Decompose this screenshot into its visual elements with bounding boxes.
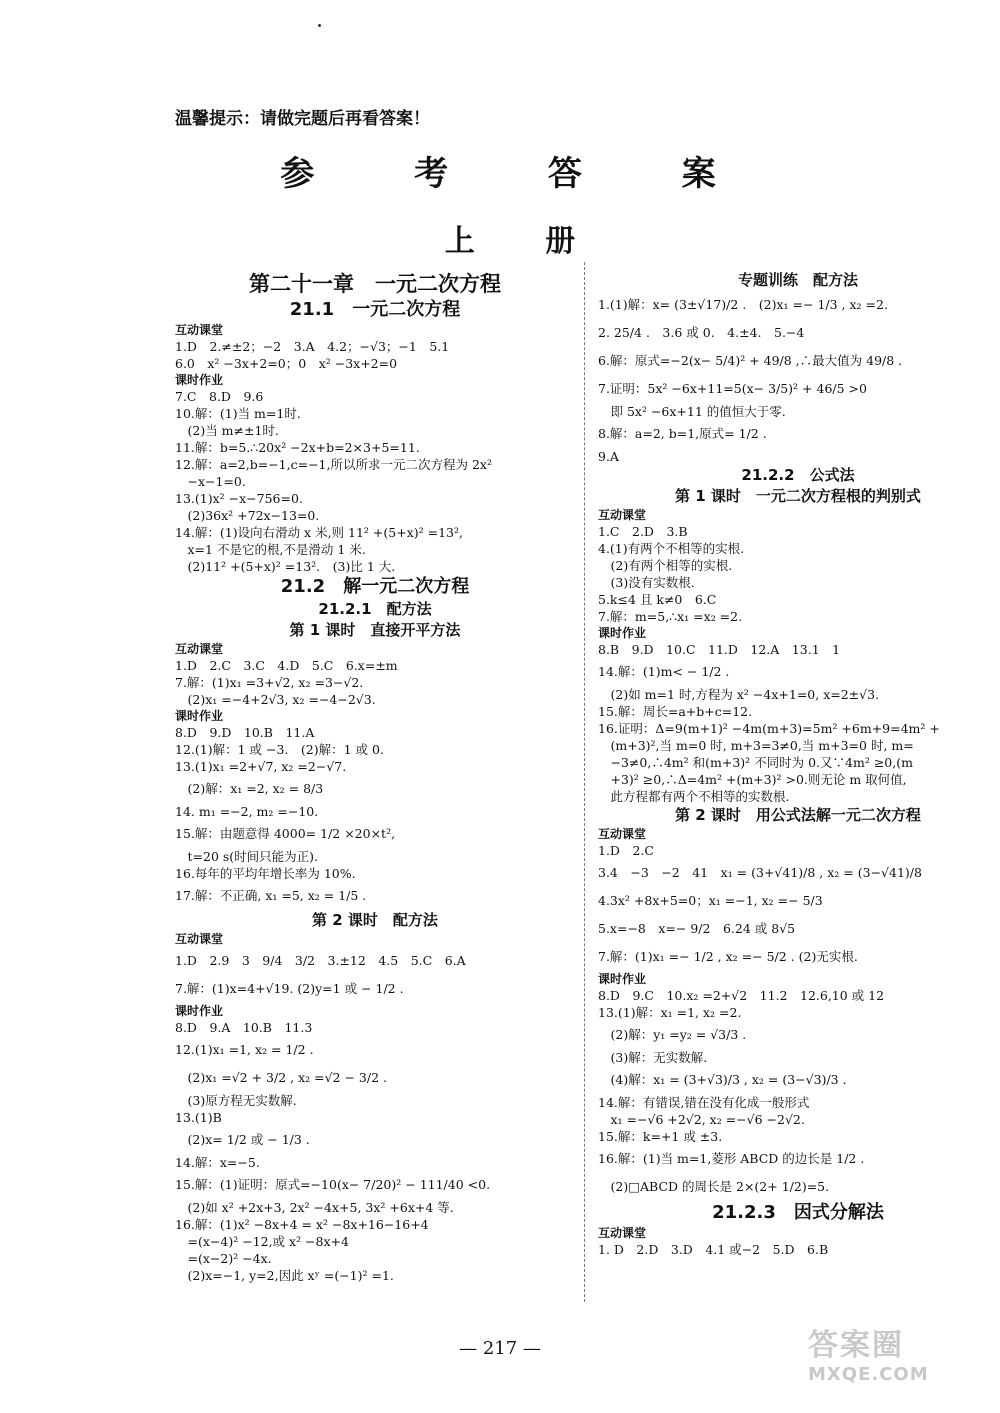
- watermark-text: 答案圈: [808, 1328, 904, 1363]
- left-column: [175, 270, 575, 1284]
- answer-line: (2)解：x₁ =2, x₂ = 8/3: [175, 781, 324, 796]
- answer-line: −x−1=0.: [175, 474, 246, 489]
- subsection-heading: 21.2.1 配方法: [318, 600, 432, 618]
- section-heading: 21.2.3 因式分解法: [712, 1202, 884, 1223]
- section-label: 互动课堂: [598, 1226, 647, 1240]
- section-label: 课时作业: [598, 972, 647, 986]
- answer-line: (2)11² +(5+x)² =13². (3)比 1 大.: [175, 559, 396, 574]
- answer-line: 1.D 2.≠±2；−2 3.A 4.2；−√3；−1 5.1: [175, 339, 450, 354]
- answer-line: 4.(1)有两个不相等的实根.: [598, 541, 745, 556]
- answer-line: (2)x₁ =√2 + 3/2 , x₂ =√2 − 3/2 .: [175, 1070, 387, 1085]
- answer-line: (2)有两个相等的实根.: [598, 558, 733, 573]
- answer-line: 即 5x² −6x+11 的值恒大于零.: [598, 404, 786, 419]
- answer-line: 3.4 −3 −2 41 x₁ = (3+√41)/8 , x₂ = (3−√41)/8: [598, 865, 922, 880]
- section-label: 互动课堂: [598, 508, 647, 522]
- section-label: 互动课堂: [175, 932, 224, 946]
- answer-line: 1.C 2.D 3.B: [598, 524, 688, 539]
- answer-line: t=20 s(时间只能为正).: [175, 849, 319, 864]
- section-label: 课时作业: [175, 373, 224, 387]
- answer-line: 11.解：b=5.∴20x² −2x+b=2×3+5=11.: [175, 440, 420, 455]
- section-label: 互动课堂: [598, 827, 647, 841]
- answer-line: 1.(1)解：x= (3±√17)/2 . (2)x₁ =− 1/3 , x₂ =2.: [598, 297, 888, 312]
- answer-line: (2)□ABCD 的周长是 2×(2+ 1/2)=5.: [598, 1179, 830, 1194]
- right-column: [598, 270, 998, 1258]
- answer-line: 4.3x² +8x+5=0；x₁ =−1, x₂ =− 5/3: [598, 893, 823, 908]
- answer-line: 此方程都有两个不相等的实数根.: [598, 789, 790, 804]
- answer-line: 7.C 8.D 9.6: [175, 389, 264, 404]
- subsection-heading: 第 1 课时 一元二次方程根的判别式: [675, 487, 921, 505]
- answer-line: 8.解：a=2, b=1,原式= 1/2 .: [598, 426, 767, 441]
- speck: [318, 24, 321, 27]
- answer-line: 12.(1)解：1 或 −3. (2)解：1 或 0.: [175, 742, 384, 757]
- answer-line: 7.解：(1)x₁ =− 1/2 , x₂ =− 5/2 . (2)无实根.: [598, 949, 858, 964]
- answer-line: =(x−2)² −4x.: [175, 1251, 272, 1266]
- answer-line: (3)原方程无实数解.: [175, 1093, 297, 1108]
- answer-line: 15.解：(1)证明：原式=−10(x− 7/20)² − 111/40 <0.: [175, 1177, 491, 1192]
- subsection-heading: 第 2 课时 用公式法解一元二次方程: [675, 806, 921, 824]
- answer-line: 16.解：(1)x² −8x+4 = x² −8x+16−16+4: [175, 1217, 429, 1232]
- answer-line: 15.解：k=+1 或 ±3.: [598, 1129, 723, 1144]
- answer-line: (2)x= 1/2 或 − 1/3 .: [175, 1132, 310, 1147]
- answer-line: 10.解：(1)当 m=1时.: [175, 406, 301, 421]
- answer-line: 14. m₁ =−2, m₂ =−10.: [175, 804, 319, 819]
- answer-line: 14.解：x=−5.: [175, 1155, 260, 1170]
- answer-line: 13.(1)x₁ =2+√7, x₂ =2−√7.: [175, 759, 347, 774]
- answer-line: (2)当 m≠±1时.: [175, 423, 279, 438]
- answer-line: (m+3)²,当 m=0 时, m+3=3≠0,当 m+3=0 时, m=: [598, 738, 914, 753]
- answer-line: 7.证明：5x² −6x+11=5(x− 3/5)² + 46/5 >0: [598, 381, 867, 396]
- answer-line: (2)x=−1, y=2,因此 xʸ =(−1)² =1.: [175, 1268, 394, 1283]
- subsection-heading: 21.2.2 公式法: [741, 466, 855, 484]
- answer-line: 13.(1)解：x₁ =1, x₂ =2.: [598, 1005, 742, 1020]
- answer-line: −3≠0,∴4m² 和(m+3)² 不同时为 0.又∵4m² ≥0,(m: [598, 755, 913, 770]
- answer-line: 6.解：原式=−2(x− 5/4)² + 49/8 ,∴最大值为 49/8 .: [598, 353, 903, 368]
- section-label: 互动课堂: [175, 323, 224, 337]
- answer-line: (3)没有实数根.: [598, 575, 695, 590]
- answer-line: x₁ =−√6 +2√2, x₂ =−√6 −2√2.: [598, 1112, 805, 1127]
- subsection-heading: 专题训练 配方法: [737, 271, 858, 289]
- answer-line: 7.解：(1)x₁ =3+√2, x₂ =3−√2.: [175, 675, 364, 690]
- page-number: — 217 —: [459, 1338, 541, 1359]
- answer-line: 1.D 2.C: [598, 843, 654, 858]
- volume-title: 上 册: [444, 224, 606, 259]
- watermark-url: MXQE.COM: [808, 1364, 929, 1385]
- answer-line: 15.解：由题意得 4000= 1/2 ×20×t²,: [175, 826, 396, 841]
- answer-line: 8.D 9.C 10.x₂ =2+√2 11.2 12.6,10 或 12: [598, 988, 885, 1003]
- answer-line: +3)² ≥0,∴Δ=4m² +(m+3)² >0.则无论 m 取何值,: [598, 772, 907, 787]
- page-title: 参 考 答 案: [280, 154, 760, 194]
- answer-line: 16.证明：Δ=9(m+1)² −4m(m+3)=5m² +6m+9=4m² +: [598, 721, 940, 736]
- answer-line: (2)36x² +72x−13=0.: [175, 508, 320, 523]
- answer-line: 1. D 2.D 3.D 4.1 或−2 5.D 6.B: [598, 1242, 829, 1257]
- answer-line: 13.(1)B: [175, 1110, 222, 1125]
- answer-line: (2)如 m=1 时,方程为 x² −4x+1=0, x=2±√3.: [598, 687, 880, 702]
- answer-line: 1.D 2.C 3.C 4.D 5.C 6.x=±m: [175, 658, 398, 673]
- answer-line: 7.解：(1)x=4+√19. (2)y=1 或 − 1/2 .: [175, 981, 404, 996]
- answer-line: 12.解：a=2,b=−1,c=−1,所以所求一元二次方程为 2x²: [175, 457, 492, 472]
- answer-line: 14.解：有错误,错在没有化成一般形式: [598, 1095, 810, 1110]
- column-divider: [584, 262, 585, 1302]
- answer-line: 15.解：周长=a+b+c=12.: [598, 704, 753, 719]
- answer-line: 12.(1)x₁ =1, x₂ = 1/2 .: [175, 1042, 314, 1057]
- section-label: 课时作业: [598, 626, 647, 640]
- answer-line: (2)如 x² +2x+3, 2x² −4x+5, 3x² +6x+4 等.: [175, 1200, 454, 1215]
- answer-line: 7.解：m=5,∴x₁ =x₂ =2.: [598, 609, 743, 624]
- answer-line: 2. 25/4 . 3.6 或 0. 4.±4. 5.−4: [598, 325, 805, 340]
- answer-line: (3)解：无实数解.: [598, 1050, 708, 1065]
- answer-line: (2)x₁ =−4+2√3, x₂ =−4−2√3.: [175, 692, 376, 707]
- watermark-logo: [808, 1328, 978, 1390]
- answer-line: 5.x=−8 x=− 9/2 6.24 或 8√5: [598, 921, 796, 936]
- chapter-heading: 第二十一章 一元二次方程: [249, 272, 501, 296]
- answer-line: 13.(1)x² −x−756=0.: [175, 491, 303, 506]
- answer-line: =(x−4)² −12,或 x² −8x+4: [175, 1234, 349, 1249]
- answer-line: (2)解：y₁ =y₂ = √3/3 .: [598, 1027, 747, 1042]
- answer-line: 5.k≤4 且 k≠0 6.C: [598, 592, 717, 607]
- answer-line: 6.0 x² −3x+2=0；0 x² −3x+2=0: [175, 356, 398, 371]
- section-label: 互动课堂: [175, 642, 224, 656]
- answer-line: 16.每年的平均年增长率为 10%.: [175, 866, 356, 881]
- section-heading: 21.2 解一元二次方程: [280, 576, 470, 597]
- answer-line: 1.D 2.9 3 9/4 3/2 3.±12 4.5 5.C 6.A: [175, 953, 466, 968]
- answer-line: 14.解：(1)设向右滑动 x 米,则 11² +(5+x)² =13²,: [175, 525, 463, 540]
- answer-line: 8.D 9.A 10.B 11.3: [175, 1020, 313, 1035]
- answer-line: 14.解：(1)m< − 1/2 .: [598, 664, 730, 679]
- answer-line: 9.A: [598, 449, 619, 464]
- section-label: 课时作业: [175, 1004, 224, 1018]
- section-label: 课时作业: [175, 709, 224, 723]
- subsection-heading: 第 2 课时 配方法: [312, 911, 438, 929]
- answer-line: (4)解：x₁ = (3+√3)/3 , x₂ = (3−√3)/3 .: [598, 1072, 847, 1087]
- reminder-tip: 温馨提示：请做完题后再看答案！: [175, 109, 430, 129]
- answer-line: 16.解：(1)当 m=1,菱形 ABCD 的边长是 1/2 .: [598, 1151, 865, 1166]
- answer-line: 8.D 9.D 10.B 11.A: [175, 725, 315, 740]
- answer-line: 17.解：不正确, x₁ =5, x₂ = 1/5 .: [175, 888, 367, 903]
- answer-line: 8.B 9.D 10.C 11.D 12.A 13.1 1: [598, 642, 841, 657]
- answer-line: x=1 不是它的根,不是滑动 1 米.: [175, 542, 366, 557]
- subsection-heading: 第 1 课时 直接开平方法: [289, 621, 461, 639]
- section-heading: 21.1 一元二次方程: [289, 299, 461, 320]
